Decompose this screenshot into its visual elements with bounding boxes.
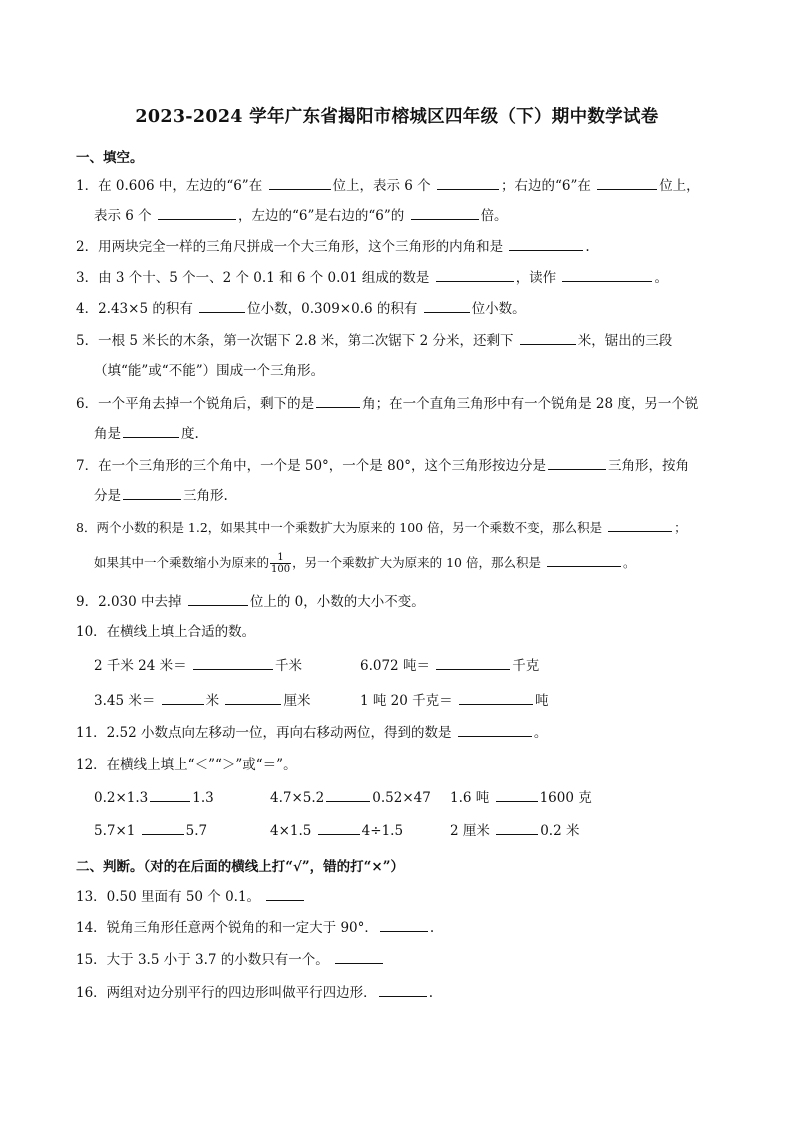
- section-judge-heading: 二、判断。（对的在后面的横线上打“√”，错的打“×”）: [76, 859, 404, 875]
- question-12-item-left: 5.7×1: [94, 823, 136, 839]
- question-11-text-b: 。: [533, 725, 548, 741]
- question-4-text-b: 位小数，0.309×0.6 的积有: [247, 301, 418, 317]
- question-6-text-b: 角；在一个直角三角形中有一个锐角是 28 度，另一个锐: [362, 396, 699, 412]
- question-12-row-1-b: [270, 787, 431, 808]
- question-3: [76, 267, 668, 288]
- question-6-line-1: [76, 393, 698, 414]
- question-13-text-a: 13．0.50 里面有 50 个 0.1。: [76, 889, 261, 905]
- question-9: [76, 591, 425, 612]
- section-fill-heading: 一、填空。: [76, 150, 144, 166]
- question-12-item-right: 1.3: [192, 790, 214, 806]
- question-9-text-a: 9．2.030 中去掉: [76, 594, 182, 610]
- question-12-item-left: 1.6 吨: [450, 790, 490, 806]
- question-12-row-2-a: [94, 820, 207, 841]
- question-8-line-1: [76, 517, 687, 538]
- question-10-item-text: 6.072 吨＝: [360, 658, 430, 674]
- answer-blank[interactable]: [158, 205, 236, 220]
- question-8-text-b: ；: [674, 520, 687, 535]
- question-16-text-b: .: [428, 985, 433, 1001]
- question-5-text-a: 5．一根 5 米长的木条，第一次锯下 2.8 米，第二次锯下 2 分米，还剩下: [76, 333, 514, 349]
- question-8-text-a: 8．两个小数的积是 1.2，如果其中一个乘数扩大为原来的 100 倍，另一个乘数不变，那么积是: [76, 520, 603, 535]
- question-12-row-1-a: [94, 787, 214, 808]
- answer-blank[interactable]: [123, 485, 181, 500]
- question-1-text-b: 位上，表示 6 个: [332, 178, 431, 194]
- question-1-text-f: ，左边的“6”是右边的“6”的: [237, 208, 405, 224]
- question-12-row-2-b: [270, 820, 403, 841]
- answer-blank[interactable]: [436, 655, 510, 670]
- question-7-text-d: 三角形.: [183, 488, 228, 504]
- question-4: [76, 298, 526, 319]
- question-7-text-a: 7．在一个三角形的三个角中，一个是 50°，一个是 80°，这个三角形按边分是: [76, 458, 547, 474]
- question-14-text-a: 14．锐角三角形任意两个锐角的和一定大于 90°．: [76, 920, 378, 936]
- question-1-text-c: ；右边的“6”在: [500, 178, 591, 194]
- question-4-text-a: 4．2.43×5 的积有: [76, 301, 193, 317]
- fraction-denominator: 100: [271, 564, 291, 575]
- answer-blank[interactable]: [436, 267, 514, 282]
- answer-blank[interactable]: [548, 455, 606, 470]
- question-5-line-2: [94, 361, 324, 381]
- question-8-text-c: 如果其中一个乘数缩小为原来的: [94, 555, 270, 570]
- question-10-item-text: 3.45 米＝: [94, 693, 156, 709]
- question-10-item-text: 1 吨 20 千克＝: [360, 693, 453, 709]
- question-3-text-a: 3．由 3 个十、5 个一、2 个 0.1 和 6 个 0.01 组成的数是: [76, 270, 430, 286]
- question-2-text-b: .: [585, 239, 590, 255]
- fraction-one-hundredth: [270, 552, 291, 575]
- question-6-text-a: 6．一个平角去掉一个锐角后，剩下的是: [76, 396, 315, 412]
- question-8-text-d: ，另一个乘数扩大为原来的 10 倍，那么积是: [292, 555, 541, 570]
- question-6-line-2: [94, 423, 199, 444]
- question-14-text-b: .: [429, 920, 435, 936]
- answer-blank[interactable]: [142, 820, 184, 835]
- question-3-text-c: 。: [654, 270, 668, 286]
- answer-blank[interactable]: [199, 298, 245, 313]
- answer-blank[interactable]: [379, 982, 427, 997]
- question-10-row-1-right: [360, 655, 539, 676]
- answer-blank[interactable]: [266, 886, 304, 901]
- question-12-item-right: 0.2 米: [540, 823, 580, 839]
- answer-blank[interactable]: [225, 690, 281, 705]
- question-12: [76, 755, 297, 775]
- question-10-item-unit: 吨: [534, 693, 549, 709]
- question-1-line-2: [94, 205, 508, 226]
- answer-blank[interactable]: [509, 236, 583, 251]
- answer-blank[interactable]: [150, 787, 190, 802]
- question-12-item-right: 4÷1.5: [361, 823, 404, 839]
- question-3-text-b: ，读作: [515, 270, 557, 286]
- question-12-item-left: 2 厘米: [450, 823, 490, 839]
- question-1-text-e: 表示 6 个: [94, 208, 152, 224]
- question-1-text-a: 1．在 0.606 中，左边的“6”在: [76, 178, 263, 194]
- question-16-text-a: 16．两组对边分别平行的四边形叫做平行四边形．: [76, 985, 377, 1001]
- question-12-text-a: 12．在横线上填上“＜”“＞”或“＝”。: [76, 757, 297, 773]
- answer-blank[interactable]: [496, 820, 538, 835]
- question-15: [76, 949, 385, 970]
- question-13: [76, 886, 306, 907]
- answer-blank[interactable]: [269, 175, 331, 190]
- question-11: [76, 722, 547, 743]
- answer-blank[interactable]: [380, 917, 428, 932]
- question-5-line-1: [76, 330, 672, 351]
- question-10-item-unit: 米: [205, 693, 220, 709]
- question-1-text-d: 位上，: [659, 178, 700, 194]
- answer-blank[interactable]: [424, 298, 470, 313]
- answer-blank[interactable]: [318, 820, 360, 835]
- question-12-row-2-c: [450, 820, 579, 841]
- question-1-line-1: [76, 175, 700, 196]
- question-12-item-right: 1600 克: [539, 790, 592, 806]
- question-7-line-2: [94, 485, 228, 506]
- question-10-item-unit: 千克: [512, 658, 540, 674]
- question-16: [76, 982, 433, 1003]
- answer-blank[interactable]: [193, 655, 273, 670]
- question-12-item-right: 5.7: [185, 823, 208, 839]
- question-12-item-left: 4×1.5: [270, 823, 312, 839]
- question-2: [76, 236, 590, 257]
- exam-title: 2023-2024 学年广东省揭阳市榕城区四年级（下）期中数学试卷: [135, 107, 659, 127]
- question-7-text-c: 分是: [94, 488, 121, 504]
- question-10-item-unit: 千米: [274, 658, 302, 674]
- question-5-text-c: （填“能”或“不能”）围成一个三角形。: [94, 363, 325, 379]
- question-6-text-d: 度.: [181, 426, 199, 442]
- question-12-row-1-c: [450, 787, 592, 808]
- answer-blank[interactable]: [162, 690, 204, 705]
- question-14: [76, 917, 434, 938]
- question-10-row-2-right: [360, 690, 548, 711]
- question-8-text-e: 。: [622, 555, 636, 570]
- answer-blank[interactable]: [188, 591, 248, 606]
- question-4-text-c: 位小数。: [471, 301, 526, 317]
- answer-blank[interactable]: [458, 722, 532, 737]
- question-7-line-1: [76, 455, 689, 476]
- question-11-text-a: 11．2.52 小数点向左移动一位，再向右移动两位，得到的数是: [76, 725, 452, 741]
- question-10-item-text: 2 千米 24 米＝: [94, 658, 187, 674]
- answer-blank[interactable]: [316, 393, 360, 408]
- question-12-item-right: 0.52×47: [372, 790, 431, 806]
- answer-blank[interactable]: [597, 175, 657, 190]
- answer-blank[interactable]: [520, 330, 576, 345]
- answer-blank[interactable]: [123, 423, 179, 438]
- answer-blank[interactable]: [608, 517, 672, 532]
- question-10-row-2-left: [94, 690, 310, 711]
- answer-blank[interactable]: [411, 205, 479, 220]
- question-5-text-b: 米，锯出的三段: [577, 333, 673, 349]
- answer-blank[interactable]: [562, 267, 652, 282]
- answer-blank[interactable]: [326, 787, 370, 802]
- answer-blank[interactable]: [496, 787, 538, 802]
- question-2-text-a: 2．用两块完全一样的三角尺拼成一个大三角形，这个三角形的内角和是: [76, 239, 504, 255]
- question-1-text-g: 倍。: [480, 208, 508, 224]
- answer-blank[interactable]: [437, 175, 499, 190]
- answer-blank[interactable]: [335, 949, 383, 964]
- question-7-text-b: 三角形，按角: [608, 458, 690, 474]
- answer-blank[interactable]: [547, 552, 621, 567]
- question-10-item-unit: 厘米: [283, 693, 311, 709]
- question-12-item-left: 4.7×5.2: [270, 790, 325, 806]
- question-10-row-1-left: [94, 655, 302, 676]
- question-10: [76, 622, 255, 642]
- fraction-numerator: 1: [270, 552, 291, 564]
- question-15-text-a: 15．大于 3.5 小于 3.7 的小数只有一个。: [76, 952, 329, 968]
- question-10-text-a: 10．在横线上填上合适的数。: [76, 624, 256, 640]
- question-8-line-2: [94, 552, 635, 575]
- answer-blank[interactable]: [459, 690, 533, 705]
- question-9-text-b: 位上的 0，小数的大小不变。: [249, 594, 425, 610]
- question-12-item-left: 0.2×1.3: [94, 790, 149, 806]
- question-6-text-c: 角是: [94, 426, 121, 442]
